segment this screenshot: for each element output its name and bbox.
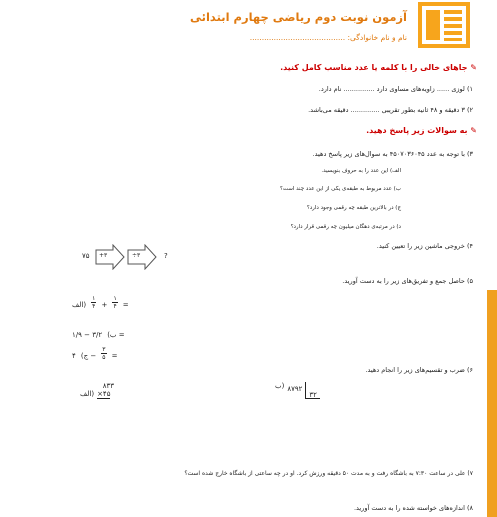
question-8: ۸) اندازه‌های خواسته شده را به دست آورید. (353, 504, 473, 512)
question-7: ۷) علی در ساعت ۷:۳۰ به باشگاه رفت و به مدت ۵۰ دقیقه ورزش کرد. او در چه ساعتی از باشگاه خارج شده است؟ (184, 470, 473, 477)
section1-title: ✎ جاهای خالی را با کلمه یا عدد مناسب کامل کنید. (280, 63, 477, 72)
machine-input: ۷۵ (82, 252, 90, 260)
question-3-b: ب) عدد مربوط به طبقه‌ی یکی از این عدد چند است؟ (279, 186, 401, 192)
fraction-3: $\frac{۳}{۵}$ (102, 346, 106, 361)
pencil-icon: ✎ (470, 63, 477, 72)
question-4: ۴) خروجی ماشین زیر را تعیین کنید. (376, 242, 473, 250)
math-part-b (72, 322, 125, 341)
question-3: ۳) با توجه به عدد ۴۵۰۷۰۳۶۰۴۵ به سوال‌های زیر پاسخ دهید. (312, 150, 473, 158)
pencil-icon: ✎ (470, 126, 477, 135)
question-1: ۱) لوزی ...... زاویه‌های مساوی دارد ............... نام دارد. (318, 85, 473, 93)
part-b-label: ب) (107, 331, 117, 339)
machine-op1: +۳ (99, 252, 108, 259)
division-divisor: ۳۲ (309, 391, 317, 399)
question-3-c: ج) در بالاترین طبقه چه رقمی وجود دارد؟ (306, 205, 401, 211)
division-dividend: ۸۷۹۲ (287, 385, 303, 393)
question-2: ۲) ۳ دقیقه و ۴۸ ثانیه بطور تقریبی .............. دقیقه می‌باشد. (308, 106, 473, 114)
division-problem (275, 382, 320, 399)
question-3-d: د) در مرتبه‌ی دهگان میلیون چه رقمی قرار دارد؟ (290, 224, 401, 230)
division-bracket (305, 382, 320, 399)
question-5: ۵) حاصل جمع و تفریق‌های زیر را به دست آورید. (342, 277, 473, 285)
machine-op2: ÷۳ (132, 252, 141, 259)
part-b-expression: ۳/۲ − ۱/۹ = (72, 331, 125, 339)
math-part-c: ج) ۴ − $\frac{۳}{۵}$ = (72, 346, 118, 361)
calculator-logo (418, 2, 470, 48)
fraction-1: $\frac{۱}{۴}$ (92, 295, 96, 310)
question-3-a: الف) این عدد را به حروف بنویسید. (321, 168, 401, 174)
part-a-label: الف) (72, 301, 87, 309)
mult-bottom: ×۴۵ (97, 390, 111, 398)
part-c-whole: ۴ − (72, 352, 97, 360)
part-c-label: ج) (80, 352, 89, 360)
section2-title: ✎ به سوالات زیر پاسخ دهید. (366, 126, 477, 135)
mult-top: ۸۳۳ (102, 382, 114, 390)
machine-output: ? (164, 252, 168, 260)
question-6: ۶) ضرب و تقسیم‌های زیر را انجام دهید. (365, 366, 473, 374)
part-a-label: الف) (80, 390, 95, 398)
orange-side-bar (487, 290, 497, 517)
division-label: ب) (275, 382, 285, 390)
fraction-2: $\frac{۱}{۴}$ (113, 295, 117, 310)
page-title: آزمون نوبت دوم ریاضی چهارم ابتدائی (190, 10, 407, 24)
math-part-a: الف) $\frac{۱}{۴}$ + $\frac{۱}{۴}$ = (72, 295, 129, 310)
function-machine (82, 244, 182, 270)
multiplication-problem (80, 382, 120, 399)
student-name-line: نام و نام خانوادگی: ........................................ (249, 33, 407, 42)
